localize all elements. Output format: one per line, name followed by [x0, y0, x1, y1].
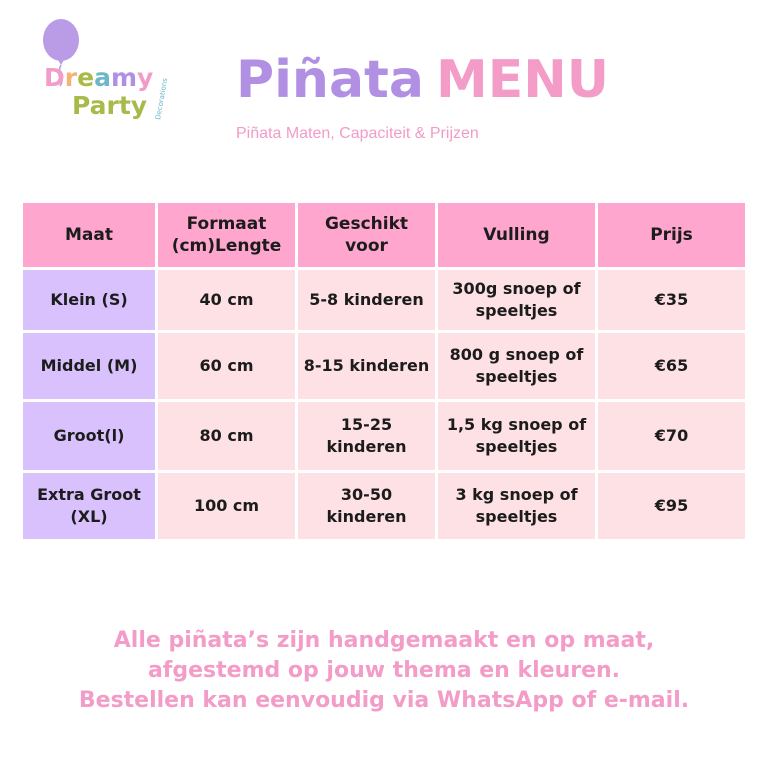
table-row: [22, 401, 747, 472]
cell-suitable: 8-15 kinderen: [297, 332, 437, 401]
balloon-icon: [43, 19, 79, 61]
footer-line-3: Bestellen kan eenvoudig via WhatsApp of e-mail.: [78, 688, 690, 713]
cell-price: €65: [597, 332, 747, 401]
header-geschikt: Geschikt voor: [297, 202, 437, 269]
cell-suitable: 15-25 kinderen: [297, 401, 437, 472]
table-row: [22, 472, 747, 541]
footer-note: [0, 626, 768, 716]
cell-length: 40 cm: [157, 269, 297, 332]
header-vulling: Vulling: [437, 202, 597, 269]
table-row: [22, 269, 747, 332]
cell-size: Extra Groot (XL): [22, 472, 157, 541]
table-header-row: [22, 202, 747, 269]
cell-length: 100 cm: [157, 472, 297, 541]
page-subtitle: Piñata Maten, Capaciteit & Prijzen: [236, 125, 479, 142]
title-pinata: Piñata: [236, 50, 424, 110]
cell-length: 60 cm: [157, 332, 297, 401]
cell-filling: 3 kg snoep of speeltjes: [437, 472, 597, 541]
cell-size: Middel (M): [22, 332, 157, 401]
footer-line-1: Alle piñata’s zijn handgemaakt en op maat,: [113, 628, 655, 653]
cell-price: €70: [597, 401, 747, 472]
cell-price: €95: [597, 472, 747, 541]
footer-line-2: afgestemd op jouw thema en kleuren.: [147, 658, 621, 683]
logo-line1: Dreamy: [44, 63, 154, 92]
cell-suitable: 5-8 kinderen: [297, 269, 437, 332]
page-title: [236, 48, 609, 112]
title-menu: MENU: [436, 50, 610, 110]
logo-tag: Decorations: [154, 77, 170, 121]
header-prijs: Prijs: [597, 202, 747, 269]
dreamy-party-logo: [34, 16, 184, 128]
logo-line2: Party: [72, 91, 148, 120]
cell-size: Groot(l): [22, 401, 157, 472]
cell-price: €35: [597, 269, 747, 332]
table-row: [22, 332, 747, 401]
cell-suitable: 30-50 kinderen: [297, 472, 437, 541]
header-formaat: Formaat (cm)Lengte: [157, 202, 297, 269]
cell-filling: 1,5 kg snoep of speeltjes: [437, 401, 597, 472]
cell-length: 80 cm: [157, 401, 297, 472]
header-maat: Maat: [22, 202, 157, 269]
pinata-menu-table: [20, 200, 748, 542]
cell-size: Klein (S): [22, 269, 157, 332]
cell-filling: 800 g snoep of speeltjes: [437, 332, 597, 401]
cell-filling: 300g snoep of speeltjes: [437, 269, 597, 332]
